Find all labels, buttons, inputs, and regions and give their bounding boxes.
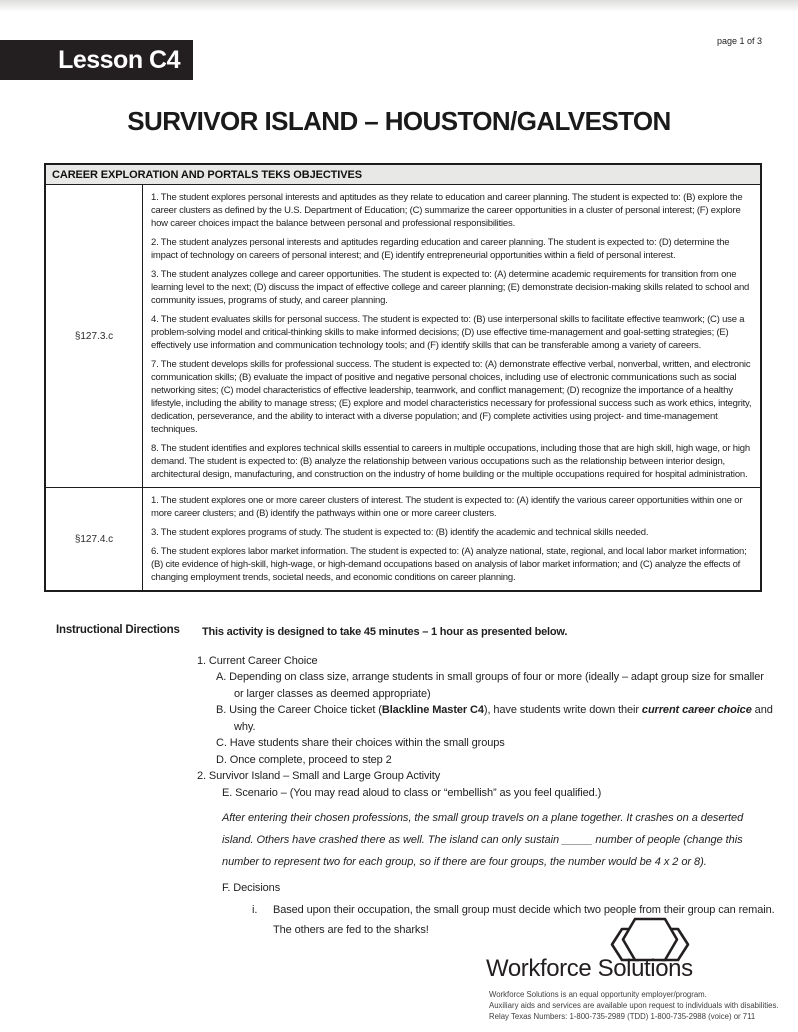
list-item: F. Decisions xyxy=(222,882,281,894)
teks-objectives-table xyxy=(44,163,762,592)
list-item-text: ), have students write down their xyxy=(483,704,642,716)
fine-print-line: Workforce Solutions is an equal opportunity employer/program. xyxy=(489,990,707,999)
teks-paragraph: 4. The student evaluates skills for personal success. The student is expected to: (B) use interpersonal skills to facilitate effective teamwork; (C) use a problem-solving model and critical-thinking skills to make informed decisions; (D) use effective time-management and goal-setting strategies; (E) effectively use information and communication technology tools; and (F) identify skills that can be transferable among a variety of careers. xyxy=(151,314,745,351)
teks-paragraph: 8. The student identifies and explores technical skills essential to careers in multiple occupations, including those that are high skill, high wage, or high demand. The student is expected to: (B) analyze the relationship between various occupations such as the relationship between interior design, architectural design, manufacturing, and construction on the industry of home building or the multiple occupations required for hospital administration. xyxy=(151,443,750,480)
list-item: 2. Survivor Island – Small and Large Group Activity xyxy=(197,770,441,782)
list-item xyxy=(197,702,775,735)
teks-objectives-cell xyxy=(143,488,760,590)
fine-print-line: Relay Texas Numbers: 1-800-735-2989 (TDD) 1-800-735-2988 (voice) or 711 xyxy=(489,1011,756,1021)
page-indicator: page 1 of 3 xyxy=(716,36,762,46)
page-title: SURVIVOR ISLAND – HOUSTON/GALVESTON xyxy=(127,106,671,136)
instructional-directions-label: Instructional Directions xyxy=(56,624,180,636)
teks-paragraph: 6. The student explores labor market information. The student is expected to: (A) analyze national, state, regional, and local labor market information; (B) cite evidence of high-skill, high-wage, or high-demand occupations based on analysis of labor market information; and (C) analyze the effects of changing employment trends, societal needs, and economic conditions on career planning. xyxy=(151,546,747,583)
teks-code-cell: §127.4.c xyxy=(46,488,143,590)
emphasized-phrase: current career choice xyxy=(641,704,752,716)
teks-paragraph: 1. The student explores one or more career clusters of interest. The student is expected to: (A) identify the various career opportunities within one or more career clusters; and (B) identify the pathways within one or more career clusters. xyxy=(151,495,743,519)
list-item: A. Depending on class size, arrange students in small groups of four or more (ideally – adapt group size for smaller or larger classes as deemed appropriate) xyxy=(216,671,764,700)
table-row xyxy=(46,488,760,590)
list-item: E. Scenario – (You may read aloud to class or “embellish” as you feel qualified.) xyxy=(222,786,602,799)
footer-fine-print xyxy=(489,990,779,1022)
scan-top-shadow xyxy=(0,0,798,12)
roman-numeral-marker: i. xyxy=(252,903,258,916)
lesson-badge-label: Lesson C4 xyxy=(58,45,180,74)
instructional-directions-content xyxy=(197,624,775,940)
teks-code-cell: §127.3.c xyxy=(46,185,143,487)
list-item-text: B. Using the Career Choice ticket ( xyxy=(216,704,382,716)
directions-intro: This activity is designed to take 45 minutes – 1 hour as presented below. xyxy=(202,626,568,638)
table-header: CAREER EXPLORATION AND PORTALS TEKS OBJECTIVES xyxy=(46,165,760,185)
list-item: C. Have students share their choices within the small groups xyxy=(216,737,505,749)
teks-objectives-cell xyxy=(143,185,760,487)
blackline-master-ref: Blackline Master C4 xyxy=(381,704,484,716)
teks-paragraph: 7. The student develops skills for professional success. The student is expected to: (A) demonstrate effective verbal, nonverbal, written, and electronic communication skills; (B) evaluate the impact of positive and negative personal choices, including use of electronic communications such as social networking sites; (C) model characteristics of effective leadership, teamwork, and conflict management; (D) recognize the importance of a healthy lifestyle, including the ability to manage stress; (E) explore and model characteristics necessary for professional success such as work ethics, integrity, dedication, perseverance, and the ability to interact with a diverse population; and (F) complete activities using project- and time-management techniques. xyxy=(151,359,752,435)
table-row xyxy=(46,185,760,488)
fine-print-line: Auxiliary aids and services are available upon request to individuals with disabilities. xyxy=(489,1000,779,1010)
teks-paragraph: 3. The student analyzes college and career opportunities. The student is expected to: (A) determine academic requirements for transition from one learning level to the next; (D) discuss the impact of effective college and career planning; (E) demonstrate decision-making skills related to school and community issues, programs of study, and career planning. xyxy=(151,269,750,306)
workforce-solutions-logo-wordmark: Workforce Solutions xyxy=(486,955,693,982)
lesson-badge xyxy=(0,40,193,80)
list-item: 1. Current Career Choice xyxy=(197,654,318,667)
list-item: D. Once complete, proceed to step 2 xyxy=(216,753,392,766)
teks-paragraph: 3. The student explores programs of study. The student is expected to: (B) identify the academic and technical skills needed. xyxy=(151,527,649,538)
scenario-paragraph: After entering their chosen professions, the small group travels on a plane together. It crashes on a deserted island. Others have crashed there as well. The island can only sustain _____ number of people (change this number to represent two for each group, so if there are four groups, the number would be 4 x 2 or 8). xyxy=(222,812,744,868)
teks-paragraph: 2. The student analyzes personal interests and aptitudes regarding education and career planning. The student is expected to: (D) determine the impact of technology on careers of personal interest; and (E) identify entrepreneurial opportunities within a field of personal interest. xyxy=(151,237,730,261)
list-item-text: and why. xyxy=(234,704,773,733)
teks-paragraph: 1. The student explores personal interests and aptitudes as they relate to education and career planning. The student is expected to: (B) explore the career clusters as defined by the U.S. Department of Education; (C) summarize the career opportunities in a cluster of personal interest; (F) explore how career choices impact the balance between personal and professional responsibilities. xyxy=(151,192,743,229)
list-item-text: Based upon their occupation, the small group must decide which two people from their group can remain. The others are fed to the sharks! xyxy=(273,903,775,936)
